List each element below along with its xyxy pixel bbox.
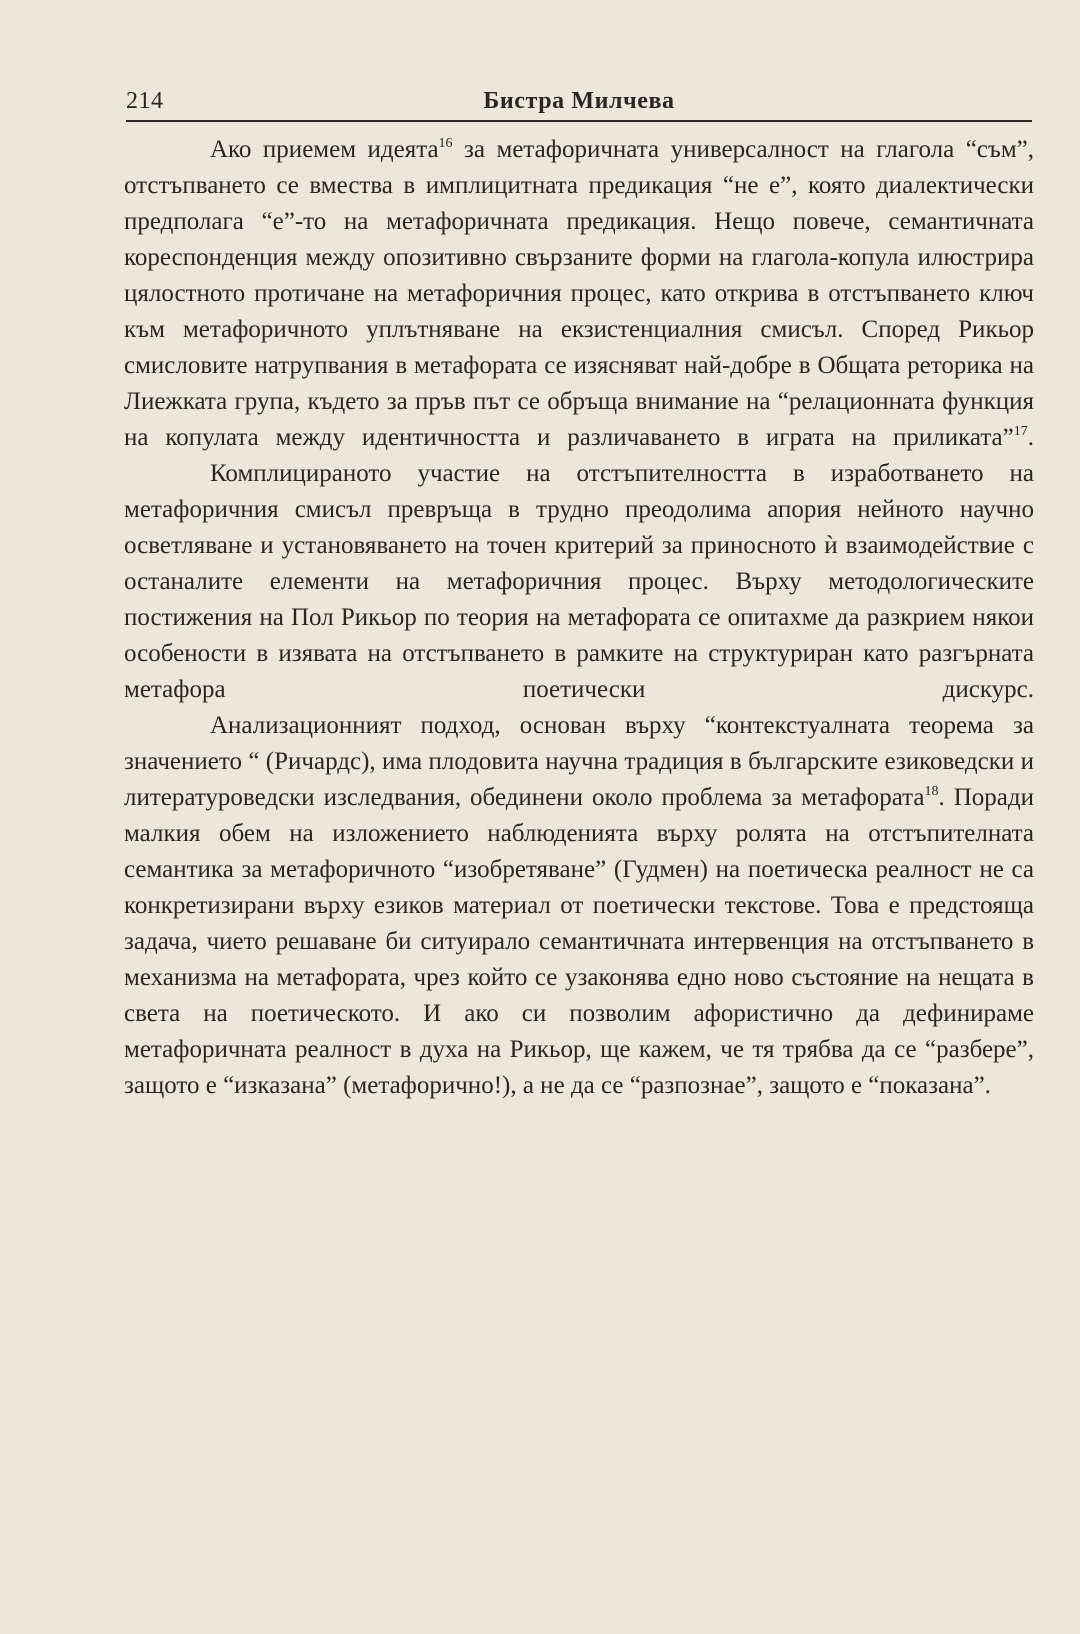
paragraph-text: Анализационният подход, основан върху “контекстуалната теорема за значението “ (Ричардс), има плодовита научна традиция в българските езиковедски и литературоведски изследвания, обединени около проблема за метафората <box>124 712 1034 811</box>
paragraph-text: . Поради малкия обем на изложението наблюденията върху ролята на отстъпителната семантика за метафоричното “изобретяване” (Гудмен) на поетическа реалност не са конкретизирани върху езиков материал от поетически текстове. Това е предстояща задача, чието решаване би ситуирало семантичната интервенция на отстъпването в механизма на метафората, чрез който се узаконява едно ново състояние на нещата в света на поетическото. И ако си позволим афористично да дефинираме метафоричната реалност в духа на Рикьор, ще кажем, че тя трябва да се “разбере”, защото е “изказана” (метафорично!), а не да се “разпознае”, защото е “показана”. <box>124 784 1035 1099</box>
footnote-ref-18: 18 <box>924 784 939 799</box>
paragraph-text: за метафоричната универсалност на глагола “съм”, отстъпването се вмества в имплицитната предикация “не е”, която диалектически предполага “е”-то на метафоричната предикация. Нещо повече, семантичната кореспонденция между опозитивно свързаните форми на глагола-копула илюстрира цялостното протичане на метафоричния процес, като открива в отстъпването ключ към метафоричното уплътняване на екзистенциалния смисъл. Според Рикьор смисловите натрупвания в метафората се изясняват най-добре в Общата реторика на Лиежката група, където за пръв път се обръща внимание на “релационната функция на копулата между идентичността и различаването в играта на приликата” <box>124 136 1034 451</box>
header-rule <box>126 120 1032 122</box>
paragraph-1 <box>124 132 1034 456</box>
paragraph-text: Ако приемем идеята <box>210 136 439 163</box>
page-header <box>126 86 1032 126</box>
page-number: 214 <box>126 88 164 114</box>
body-text <box>124 132 1034 1104</box>
footnote-ref-16: 16 <box>438 136 453 151</box>
paragraph-text: . <box>1027 424 1034 451</box>
footnote-ref-17: 17 <box>1013 424 1028 439</box>
paragraph-3 <box>124 708 1034 1104</box>
paragraph-text: Комплицираното участие на отстъпителността в изработването на метафоричния смисъл превръща в трудно преодолима апория нейното научно осветляване и установяването на точен критерий за приносното ѝ взаимодействие с останалите елементи на метафоричния процес. Върху методологическите постижения на Пол Рикьор по теория на метафората се опитахме да разкрием някои особености в изявата на отстъпването в рамките на структуриран като разгърната метафора поетически дискурс. <box>124 460 1034 703</box>
paragraph-2 <box>124 456 1034 708</box>
running-head-author: Бистра Милчева <box>483 88 675 114</box>
